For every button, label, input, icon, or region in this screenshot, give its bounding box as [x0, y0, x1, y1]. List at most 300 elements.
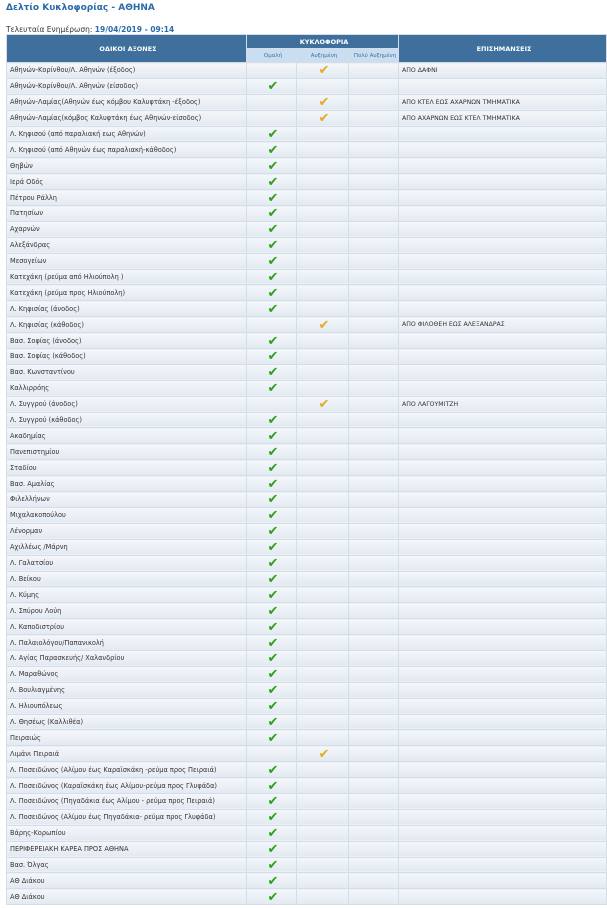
status-cell-increased [297, 793, 349, 809]
road-name: Κατεχάκη (ρεύμα από Ηλιούπολη ) [7, 269, 247, 285]
status-cell-increased [297, 460, 349, 476]
remark [399, 635, 607, 651]
status-cell-increased [297, 714, 349, 730]
remark [399, 714, 607, 730]
road-name: Ιερά Οδός [7, 174, 247, 190]
road-name: Λ. Συγγρού (άνοδος) [7, 396, 247, 412]
table-row [7, 825, 607, 841]
table-row [7, 762, 607, 778]
remark [399, 523, 607, 539]
status-cell-normal [247, 603, 297, 619]
green-check-icon: ✔ [267, 699, 279, 715]
remark [399, 507, 607, 523]
table-row [7, 714, 607, 730]
remark [399, 698, 607, 714]
yellow-check-icon: ✔ [318, 111, 330, 127]
status-cell-very-increased [349, 762, 399, 778]
road-name: Αχαρνών [7, 221, 247, 237]
green-check-icon: ✔ [267, 826, 279, 842]
status-cell-very-increased [349, 364, 399, 380]
green-check-icon: ✔ [267, 603, 279, 619]
green-check-icon: ✔ [267, 301, 279, 317]
table-row [7, 110, 607, 126]
road-name: Λιμάνι Πειραιά [7, 746, 247, 762]
remark [399, 412, 607, 428]
status-cell-increased [297, 269, 349, 285]
remark [399, 762, 607, 778]
table-row [7, 619, 607, 635]
green-check-icon: ✔ [267, 714, 279, 730]
green-check-icon: ✔ [267, 810, 279, 826]
table-row [7, 94, 607, 110]
road-name: Λ. Ηλιουπόλεως [7, 698, 247, 714]
status-cell-normal [247, 555, 297, 571]
status-cell-increased [297, 841, 349, 857]
status-cell-very-increased [349, 889, 399, 905]
remark [399, 206, 607, 222]
status-cell-very-increased [349, 603, 399, 619]
status-cell-very-increased [349, 619, 399, 635]
status-cell-normal [247, 746, 297, 762]
road-name: ΑΘ Διάκου [7, 889, 247, 905]
status-cell-very-increased [349, 269, 399, 285]
status-cell-normal [247, 206, 297, 222]
status-cell-normal [247, 730, 297, 746]
remark [399, 364, 607, 380]
green-check-icon: ✔ [267, 413, 279, 428]
status-cell-very-increased [349, 666, 399, 682]
header-traffic: ΚΥΚΛΟΦΟΡΙΑ [247, 35, 399, 49]
status-cell-very-increased [349, 492, 399, 508]
status-cell-very-increased [349, 650, 399, 666]
remark [399, 285, 607, 301]
status-cell-normal [247, 793, 297, 809]
status-cell-normal [247, 174, 297, 190]
table-row [7, 428, 607, 444]
last-update-label: Τελευταία Ενημέρωση: [6, 25, 93, 34]
table-row [7, 666, 607, 682]
road-name: Λ. Βουλιαγμένης [7, 682, 247, 698]
road-name: Λ. Θησέως (Καλλιθέα) [7, 714, 247, 730]
green-check-icon: ✔ [267, 873, 279, 889]
status-cell-normal [247, 698, 297, 714]
status-cell-normal [247, 110, 297, 126]
remark [399, 428, 607, 444]
status-cell-normal [247, 650, 297, 666]
table-row [7, 190, 607, 206]
status-cell-very-increased [349, 539, 399, 555]
table-row [7, 682, 607, 698]
remark [399, 142, 607, 158]
status-cell-normal [247, 666, 297, 682]
status-cell-normal [247, 857, 297, 873]
green-check-icon: ✔ [267, 285, 279, 301]
remark [399, 841, 607, 857]
road-name: Λ. Κηφισού (από Αθηνών έως παραλιακή-κάθοδος) [7, 142, 247, 158]
road-name: Λ. Σπύρου Λούη [7, 603, 247, 619]
table-row [7, 603, 607, 619]
status-cell-increased [297, 603, 349, 619]
header-remarks: ΕΠΙΣΗΜΑΝΣΕΙΣ [399, 35, 607, 63]
status-cell-very-increased [349, 158, 399, 174]
status-cell-normal [247, 889, 297, 905]
status-cell-normal [247, 428, 297, 444]
green-check-icon: ✔ [267, 857, 279, 873]
header-very-increased: Πολύ Αυξημένη [349, 49, 399, 63]
status-cell-increased [297, 428, 349, 444]
yellow-check-icon: ✔ [318, 317, 330, 333]
road-name: Μεσογείων [7, 253, 247, 269]
road-name: Λ. Αγίας Παρασκευής/ Χαλανδρίου [7, 650, 247, 666]
status-cell-increased [297, 635, 349, 651]
status-cell-normal [247, 380, 297, 396]
road-name: Λ. Καποδιστρίου [7, 619, 247, 635]
status-cell-normal [247, 873, 297, 889]
green-check-icon: ✔ [267, 381, 279, 397]
status-cell-increased [297, 809, 349, 825]
road-name: Λ. Ποσειδώνος (Αλίμου έως Καραϊσκάκη -ρεύμα προς Πειραιά) [7, 762, 247, 778]
status-cell-normal [247, 364, 297, 380]
status-cell-normal [247, 142, 297, 158]
road-name: Πειραιώς [7, 730, 247, 746]
road-name: Βασ. Αμαλίας [7, 476, 247, 492]
status-cell-normal [247, 635, 297, 651]
road-name: Λ. Κύμης [7, 587, 247, 603]
status-cell-very-increased [349, 253, 399, 269]
remark [399, 603, 607, 619]
status-cell-normal [247, 253, 297, 269]
remark [399, 237, 607, 253]
road-name: Αχιλλέως /Μάρνη [7, 539, 247, 555]
table-row [7, 793, 607, 809]
status-cell-very-increased [349, 746, 399, 762]
green-check-icon: ✔ [267, 635, 279, 651]
status-cell-very-increased [349, 174, 399, 190]
green-check-icon: ✔ [267, 619, 279, 635]
road-name: Βασ. Σοφίας (άνοδος) [7, 333, 247, 349]
green-check-icon: ✔ [267, 127, 279, 142]
road-name: Λ. Κηφισίας (κάθοδος) [7, 317, 247, 333]
road-name: ΠΕΡΙΦΕΡΕΙΑΚΗ ΚΑΡΕΑ ΠΡΟΣ ΑΘΗΝΑ [7, 841, 247, 857]
green-check-icon: ✔ [267, 794, 279, 810]
status-cell-very-increased [349, 476, 399, 492]
status-cell-very-increased [349, 825, 399, 841]
status-cell-very-increased [349, 857, 399, 873]
table-row [7, 174, 607, 190]
status-cell-normal [247, 158, 297, 174]
status-cell-normal [247, 809, 297, 825]
table-row [7, 364, 607, 380]
status-cell-increased [297, 778, 349, 794]
road-name: Θηβών [7, 158, 247, 174]
status-cell-very-increased [349, 555, 399, 571]
status-cell-increased [297, 63, 349, 79]
status-cell-increased [297, 492, 349, 508]
remark [399, 587, 607, 603]
table-row [7, 142, 607, 158]
remark [399, 269, 607, 285]
table-row [7, 635, 607, 651]
traffic-rows [7, 63, 607, 905]
road-name: Σταδίου [7, 460, 247, 476]
remark [399, 301, 607, 317]
status-cell-very-increased [349, 142, 399, 158]
green-check-icon: ✔ [267, 158, 279, 174]
remark [399, 682, 607, 698]
header-normal: Ομαλή [247, 49, 297, 63]
road-name: Λ. Μαραθώνος [7, 666, 247, 682]
table-row [7, 730, 607, 746]
status-cell-increased [297, 666, 349, 682]
table-row [7, 571, 607, 587]
road-name: Μιχαλακοπούλου [7, 507, 247, 523]
table-row [7, 269, 607, 285]
status-cell-increased [297, 364, 349, 380]
status-cell-very-increased [349, 333, 399, 349]
table-row [7, 809, 607, 825]
road-name: Αλεξάνδρας [7, 237, 247, 253]
status-cell-increased [297, 571, 349, 587]
table-row [7, 285, 607, 301]
green-check-icon: ✔ [267, 540, 279, 556]
remark: ΑΠΟ ΑΧΑΡΝΩΝ ΕΩΣ ΚΤΕΛ ΤΜΗΜΑΤΙΚΑ [399, 110, 607, 126]
status-cell-increased [297, 507, 349, 523]
road-name: Βασ. Όλγας [7, 857, 247, 873]
remark [399, 730, 607, 746]
status-cell-very-increased [349, 714, 399, 730]
remark [399, 126, 607, 142]
status-cell-very-increased [349, 396, 399, 412]
table-row [7, 412, 607, 428]
status-cell-normal [247, 333, 297, 349]
table-row [7, 301, 607, 317]
status-cell-normal [247, 619, 297, 635]
status-cell-normal [247, 237, 297, 253]
road-name: Λ. Ποσειδώνος (Καραϊσκάκη έως Αλίμου-ρεύμα προς Γλυφάδα) [7, 778, 247, 794]
road-name: Βασ. Κωνσταντίνου [7, 364, 247, 380]
table-row [7, 317, 607, 333]
road-name: Αθηνών-Κορίνθου/Λ. Αθηνών (είσοδος) [7, 78, 247, 94]
status-cell-very-increased [349, 349, 399, 365]
status-cell-very-increased [349, 126, 399, 142]
status-cell-normal [247, 94, 297, 110]
green-check-icon: ✔ [267, 889, 279, 905]
status-cell-very-increased [349, 380, 399, 396]
green-check-icon: ✔ [267, 444, 279, 460]
road-name: Αθηνών-Λαμίας(κόμβος Καλυφτάκη έως Αθηνών-είσοδος) [7, 110, 247, 126]
green-check-icon: ✔ [267, 206, 279, 222]
green-check-icon: ✔ [267, 730, 279, 746]
remark [399, 158, 607, 174]
status-cell-very-increased [349, 873, 399, 889]
green-check-icon: ✔ [267, 428, 279, 444]
header-increased: Αυξημένη [297, 49, 349, 63]
remark [399, 650, 607, 666]
remark [399, 539, 607, 555]
green-check-icon: ✔ [267, 333, 279, 349]
table-row [7, 444, 607, 460]
road-name: Βάρης-Κορωπίου [7, 825, 247, 841]
status-cell-very-increased [349, 94, 399, 110]
table-row [7, 460, 607, 476]
table-row [7, 778, 607, 794]
green-check-icon: ✔ [267, 492, 279, 508]
road-name: Λ. Παλαιολόγου/Παπανικολή [7, 635, 247, 651]
table-row [7, 380, 607, 396]
remark [399, 253, 607, 269]
status-cell-increased [297, 380, 349, 396]
status-cell-normal [247, 778, 297, 794]
table-row [7, 349, 607, 365]
remark [399, 221, 607, 237]
green-check-icon: ✔ [267, 79, 279, 95]
green-check-icon: ✔ [267, 683, 279, 699]
road-name: Καλλιρρόης [7, 380, 247, 396]
remark [399, 793, 607, 809]
green-check-icon: ✔ [267, 238, 279, 254]
status-cell-increased [297, 698, 349, 714]
status-cell-very-increased [349, 507, 399, 523]
status-cell-normal [247, 587, 297, 603]
road-name: Φιλελλήνων [7, 492, 247, 508]
header-roads: ΟΔΙΚΟΙ ΑΞΟΝΕΣ [7, 35, 247, 63]
table-row [7, 63, 607, 79]
table-row [7, 396, 607, 412]
status-cell-very-increased [349, 110, 399, 126]
status-cell-increased [297, 746, 349, 762]
table-row [7, 523, 607, 539]
road-name: Λ. Ποσειδώνος (Αλίμου έως Πηγαδάκια- ρεύμα προς Γλυφάδα) [7, 809, 247, 825]
road-name: Πανεπιστημίου [7, 444, 247, 460]
green-check-icon: ✔ [267, 651, 279, 667]
remark [399, 778, 607, 794]
remark [399, 476, 607, 492]
table-row [7, 539, 607, 555]
last-update-value: 19/04/2019 - 09:14 [94, 25, 175, 34]
status-cell-very-increased [349, 460, 399, 476]
remark [399, 78, 607, 94]
status-cell-normal [247, 221, 297, 237]
status-cell-increased [297, 301, 349, 317]
status-cell-increased [297, 523, 349, 539]
status-cell-increased [297, 110, 349, 126]
remark [399, 190, 607, 206]
road-name: Λένορμαν [7, 523, 247, 539]
status-cell-normal [247, 476, 297, 492]
status-cell-normal [247, 523, 297, 539]
status-cell-very-increased [349, 190, 399, 206]
status-cell-increased [297, 539, 349, 555]
remark: ΑΠΟ ΦΙΛΟΘΕΗ ΕΩΣ ΑΛΕΞΑΝΔΡΑΣ [399, 317, 607, 333]
status-cell-normal [247, 126, 297, 142]
road-name: Κατεχάκη (ρεύμα προς Ηλιούπολη) [7, 285, 247, 301]
remark [399, 746, 607, 762]
status-cell-normal [247, 285, 297, 301]
table-row [7, 253, 607, 269]
table-row [7, 237, 607, 253]
status-cell-increased [297, 317, 349, 333]
remark [399, 349, 607, 365]
road-name: Πέτρου Ράλλη [7, 190, 247, 206]
green-check-icon: ✔ [267, 556, 279, 571]
status-cell-very-increased [349, 730, 399, 746]
table-row [7, 206, 607, 222]
status-cell-normal [247, 63, 297, 79]
status-cell-very-increased [349, 428, 399, 444]
status-cell-very-increased [349, 63, 399, 79]
table-row [7, 492, 607, 508]
status-cell-normal [247, 539, 297, 555]
green-check-icon: ✔ [267, 524, 279, 540]
status-cell-increased [297, 158, 349, 174]
status-cell-increased [297, 237, 349, 253]
green-check-icon: ✔ [267, 460, 279, 476]
status-cell-increased [297, 555, 349, 571]
green-check-icon: ✔ [267, 270, 279, 285]
green-check-icon: ✔ [267, 349, 279, 365]
road-name: Αθηνών-Λαμίας(Αθηνών έως κόμβου Καλυφτάκη -έξοδος) [7, 94, 247, 110]
status-cell-normal [247, 841, 297, 857]
status-cell-very-increased [349, 635, 399, 651]
road-name: Βασ. Σοφίας (κάθοδος) [7, 349, 247, 365]
remark [399, 873, 607, 889]
status-cell-very-increased [349, 682, 399, 698]
status-cell-increased [297, 126, 349, 142]
status-cell-normal [247, 444, 297, 460]
last-update [6, 25, 174, 34]
road-name: Ακαδημίας [7, 428, 247, 444]
green-check-icon: ✔ [267, 174, 279, 190]
table-row [7, 126, 607, 142]
status-cell-increased [297, 889, 349, 905]
green-check-icon: ✔ [267, 762, 279, 778]
status-cell-normal [247, 301, 297, 317]
table-row [7, 158, 607, 174]
status-cell-normal [247, 412, 297, 428]
remark [399, 825, 607, 841]
road-name: ΑΘ Διάκου [7, 873, 247, 889]
road-name: Λ. Ποσειδώνος (Πηγαδάκια έως Αλίμου - ρεύμα προς Πειραιά) [7, 793, 247, 809]
status-cell-normal [247, 460, 297, 476]
remark: ΑΠΟ ΚΤΕΛ ΕΩΣ ΑΧΑΡΝΩΝ ΤΜΗΜΑΤΙΚΑ [399, 94, 607, 110]
green-check-icon: ✔ [267, 508, 279, 524]
status-cell-very-increased [349, 778, 399, 794]
status-cell-normal [247, 507, 297, 523]
status-cell-increased [297, 285, 349, 301]
status-cell-increased [297, 857, 349, 873]
yellow-check-icon: ✔ [318, 746, 330, 762]
remark [399, 809, 607, 825]
road-name: Λ. Βείκου [7, 571, 247, 587]
remark [399, 889, 607, 905]
status-cell-increased [297, 873, 349, 889]
table-row [7, 78, 607, 94]
status-cell-increased [297, 682, 349, 698]
status-cell-very-increased [349, 301, 399, 317]
yellow-check-icon: ✔ [318, 95, 330, 111]
status-cell-increased [297, 412, 349, 428]
remark [399, 333, 607, 349]
status-cell-increased [297, 78, 349, 94]
status-cell-normal [247, 682, 297, 698]
status-cell-increased [297, 476, 349, 492]
status-cell-very-increased [349, 285, 399, 301]
remark: ΑΠΟ ΔΑΦΝΙ [399, 63, 607, 79]
remark [399, 380, 607, 396]
road-name: Λ. Κηφισίας (άνοδος) [7, 301, 247, 317]
remark [399, 492, 607, 508]
road-name: Αθηνών-Κορίνθου/Λ. Αθηνών (έξοδος) [7, 63, 247, 79]
